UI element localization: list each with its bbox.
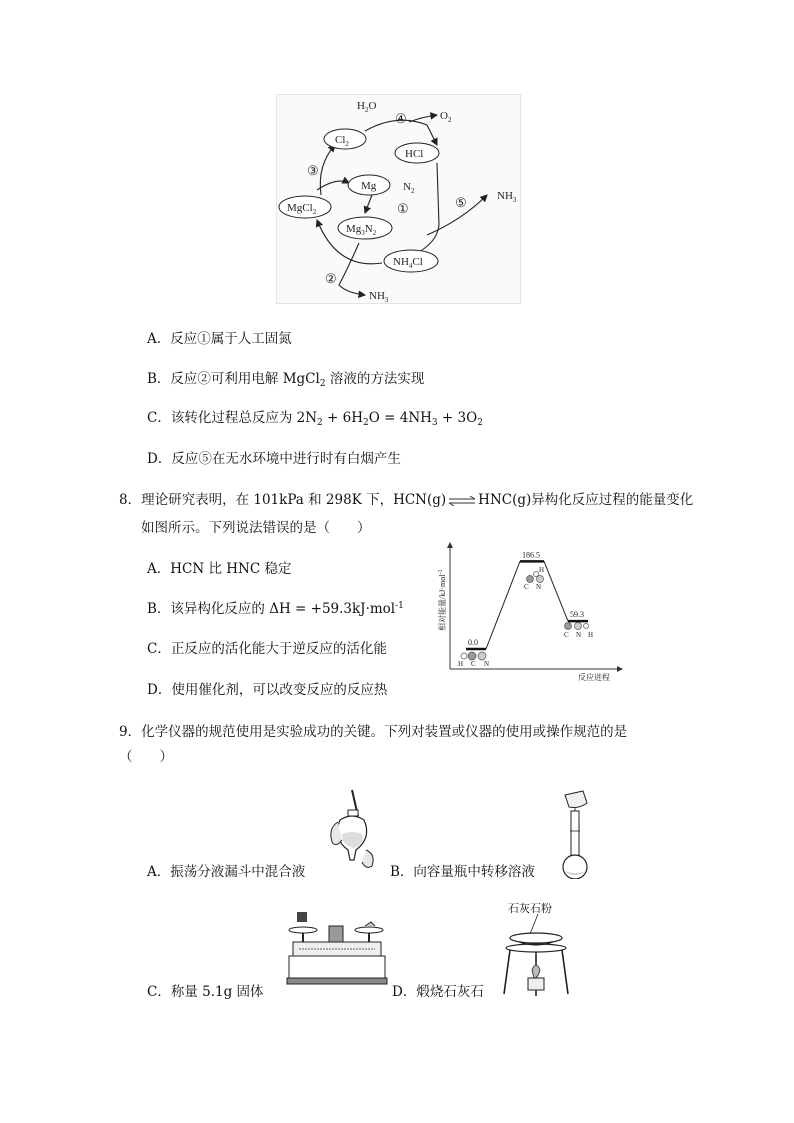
step-5: ⑤	[455, 195, 467, 210]
arrow-mgcl2-to-cl2	[320, 145, 335, 195]
equilibrium-arrow-icon	[447, 496, 477, 506]
q8-stem-line1: 8．理论研究表明，在 101kPa 和 298K 下，HCN(g) HNC(g)异构化反应过程的能量变化	[119, 492, 694, 508]
svg-text:H: H	[539, 566, 545, 574]
svg-text:C: C	[564, 631, 569, 639]
energy-connector-1	[544, 561, 568, 621]
step-2: ②	[325, 271, 337, 286]
x-axis-label: 反应进程	[578, 673, 610, 682]
balance-illustration	[285, 910, 389, 996]
label-nh3-bottom: $NH_3$	[369, 290, 389, 303]
svg-text:NH4Cl: $NH_4Cl$	[393, 256, 423, 270]
arrow-to-nh3-bottom	[339, 243, 365, 295]
separatory-funnel-illustration	[326, 788, 378, 876]
q9-stem-line2: （ ）	[119, 749, 173, 765]
arrow-mgcl2-to-mg	[317, 181, 349, 190]
y-axis-label: 相对能量/kJ·mol$^{-1}$	[438, 569, 447, 631]
energy-level-label-1: 186.5	[522, 550, 540, 560]
q8-option-d: D．使用催化剂，可以改变反应的反应热	[147, 682, 388, 698]
molecule-hnc	[564, 623, 593, 640]
q9-stem-line1: 9．化学仪器的规范使用是实验成功的关键。下列对装置或仪器的使用或操作规范的是	[119, 724, 628, 740]
molecule-hcn	[458, 652, 489, 668]
q8-stem-line2: 如图所示。下列说法错误的是（ ）	[141, 520, 371, 536]
svg-text:N: N	[536, 583, 542, 591]
step-4: ④	[395, 111, 407, 126]
svg-text:MgCl2: MgCl$_2$	[287, 202, 317, 216]
arrow-hcl-to-nh4cl	[409, 163, 439, 257]
q9-option-b: B．向容量瓶中转移溶液	[390, 864, 535, 880]
q9-option-a: A．振荡分液漏斗中混合液	[147, 864, 306, 880]
q7-option-c: C．该转化过程总反应为 $2N_2 + 6H_2O = 4NH_3 + 3O_2$	[147, 410, 483, 428]
molecule-transition-state	[524, 566, 544, 591]
q8-option-c: C．正反应的活化能大于逆反应的活化能	[147, 641, 387, 657]
cycle-diagram-svg	[277, 95, 520, 303]
svg-text:HCl: HCl	[405, 148, 424, 160]
label-nh3-top: $NH_3$	[497, 190, 517, 204]
svg-text:Mg3N2: $Mg_3N_2$	[346, 223, 377, 237]
cycle-diagram	[276, 94, 521, 304]
step-3: ③	[307, 163, 319, 178]
svg-text:Mg: Mg	[361, 180, 377, 192]
arrow-to-o2	[409, 115, 437, 122]
energy-chart-svg	[438, 541, 626, 683]
energy-level-label-0: 0.0	[468, 638, 478, 647]
svg-text:C: C	[471, 660, 476, 668]
q8-option-b: B．该异构化反应的 ΔH = +59.3kJ·mol$^{-1}$	[147, 601, 404, 617]
svg-text:H: H	[588, 631, 594, 639]
svg-text:Cl2: $Cl_2$	[335, 134, 349, 148]
label-o2: $O_2$	[440, 110, 452, 124]
svg-text:H: H	[458, 660, 464, 668]
limestone-label: 石灰石粉	[508, 902, 552, 915]
q7-option-a: A．反应①属于人工固氮	[147, 331, 292, 347]
energy-chart	[438, 541, 626, 683]
q7-option-b: B．反应②可利用电解 MgCl$_2$ 溶液的方法实现	[147, 371, 425, 389]
label-h2o: $H_2O$	[357, 100, 377, 114]
q9-option-c: C．称量 5.1g 固体	[147, 984, 264, 1000]
volumetric-flask-illustration	[551, 787, 599, 883]
svg-text:N: N	[484, 660, 490, 668]
q8-option-a: A．HCN 比 HNC 稳定	[147, 561, 292, 577]
arrow-mg-to-mg3n2	[365, 195, 372, 213]
svg-text:C: C	[524, 583, 529, 591]
q7-option-d: D．反应⑤在无水环境中进行时有白烟产生	[147, 451, 401, 467]
step-1: ①	[397, 201, 409, 216]
energy-level-label-2: 59.3	[570, 610, 584, 620]
energy-connector-0	[486, 561, 520, 649]
label-n2: $N_2$	[403, 181, 415, 195]
q9-option-d: D．煅烧石灰石	[392, 984, 484, 1000]
svg-text:N: N	[576, 631, 582, 639]
